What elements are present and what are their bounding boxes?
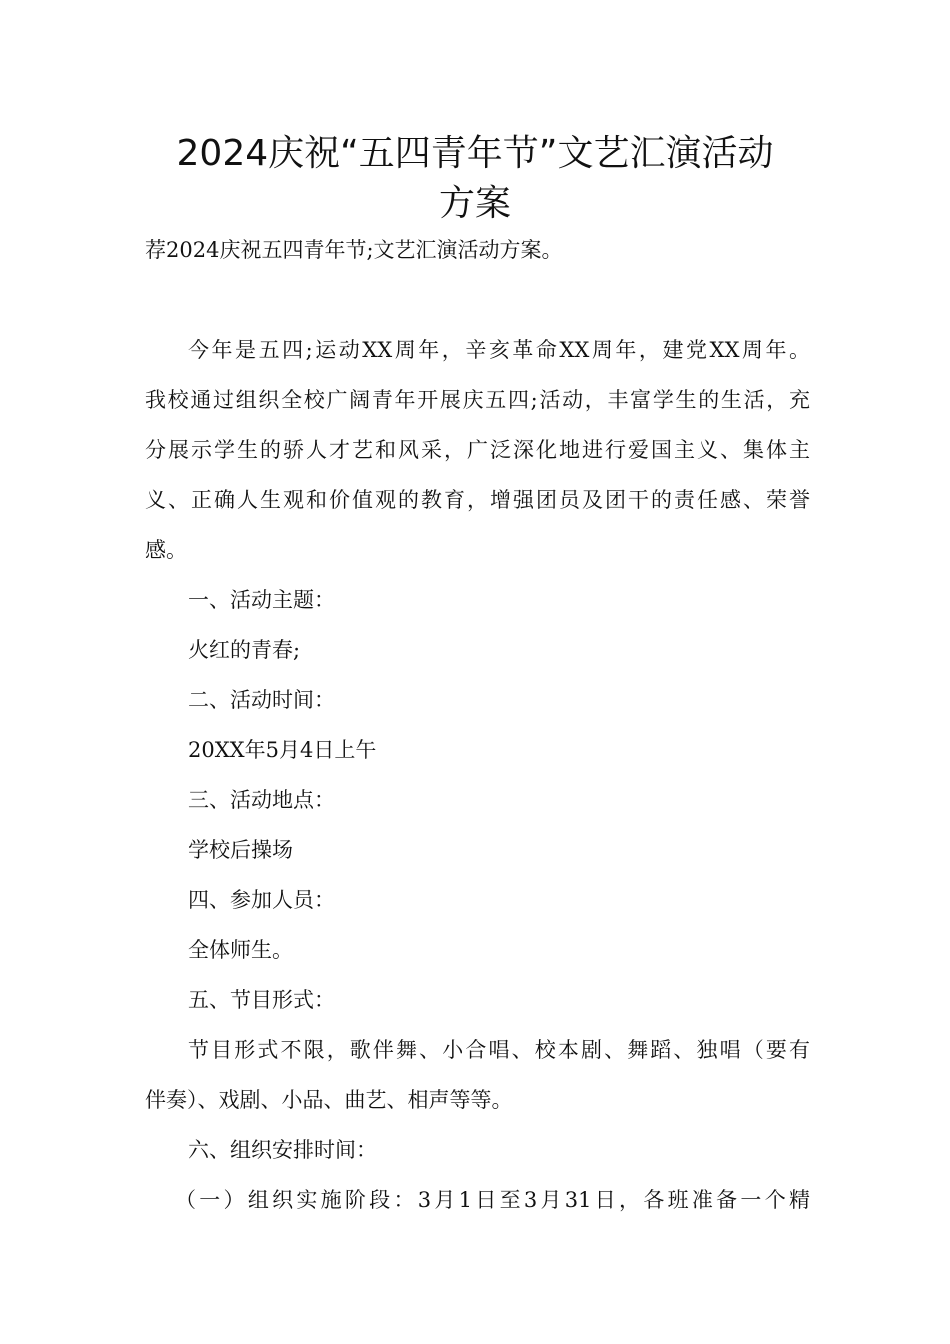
- document-title-line-1: 2024庆祝“五四青年节”文艺汇演活动: [176, 133, 774, 174]
- section-heading-format: 五、节目形式：: [188, 988, 335, 1012]
- document-title-line-2: 方案: [438, 183, 511, 224]
- section-body-theme: 火红的青春;: [188, 638, 301, 662]
- section-body-time: 20XX年5月4日上午: [188, 738, 377, 762]
- section-body-schedule-item: （一）组织实施阶段：3月1日至3月31日，各班准备一个精: [175, 1188, 810, 1212]
- section-body-format-line: 伴奏）、戏剧、小品、曲艺、相声等等。: [145, 1088, 513, 1112]
- section-body-format-line: 节目形式不限，歌伴舞、小合唱、校本剧、舞蹈、独唱（要有: [188, 1038, 810, 1062]
- intro-paragraph-line: 义、正确人生观和价值观的教育，增强团员及团干的责任感、荣誉: [145, 488, 810, 512]
- intro-paragraph-line: 今年是五四;运动XX周年，辛亥革命XX周年，建党XX周年。: [188, 338, 810, 362]
- intro-paragraph-line: 分展示学生的骄人才艺和风采，广泛深化地进行爱国主义、集体主: [145, 438, 810, 462]
- intro-paragraph-line: 我校通过组织全校广阔青年开展庆五四;活动，丰富学生的生活，充: [145, 388, 810, 412]
- section-heading-schedule: 六、组织安排时间：: [188, 1138, 377, 1162]
- section-heading-theme: 一、活动主题：: [188, 588, 335, 612]
- section-heading-time: 二、活动时间：: [188, 688, 335, 712]
- section-heading-participants: 四、参加人员：: [188, 888, 335, 912]
- section-body-participants: 全体师生。: [188, 938, 293, 962]
- intro-paragraph-line: 感。: [145, 538, 187, 562]
- section-heading-location: 三、活动地点：: [188, 788, 335, 812]
- document-subtitle: 荐2024庆祝五四青年节;文艺汇演活动方案。: [145, 238, 563, 262]
- section-body-location: 学校后操场: [188, 838, 293, 862]
